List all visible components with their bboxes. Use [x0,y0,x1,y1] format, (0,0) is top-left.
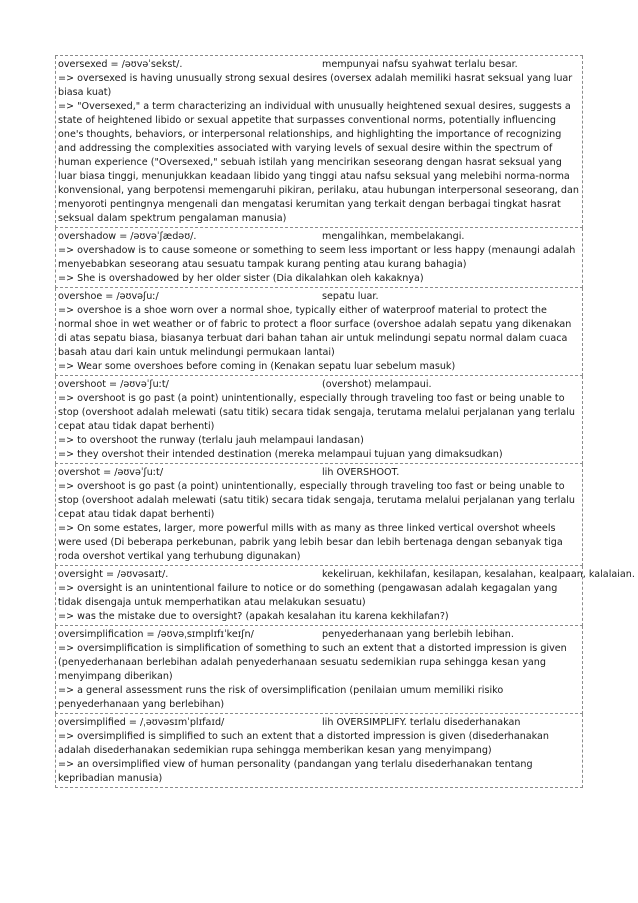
dictionary-entry-oversimplified [55,714,583,788]
example-line: => to overshoot the runway (terlalu jauh melampaui landasan) [58,435,364,446]
dictionary-entry-oversexed [55,56,583,228]
entry-header [58,466,580,480]
entry-header [58,290,580,304]
example-line: => On some estates, larger, more powerful mills with as many as three linked vertical overshot wheels were used (Di beberapa perkebunan, pabrik yang lebih besar dan lebih bertenaga dengan sebanyak tiga roda overshot vertikal yang terhubung digunakan) [58,523,563,562]
translation: penyederhanaan yang berlebih lebihan. [322,629,514,640]
definition-line: => oversimplification is simplification of something to such an extent that a distorted impression is given (penyederhanaan berlebihan adalah penyederhanaan sesuatu sedemikian rupa sehingga kesan yang menyimpang diberikan) [58,643,567,682]
translation: kekeliruan, kekhilafan, kesilapan, kesalahan, kealpaan, kalalaian. [322,569,635,580]
translation: (overshot) melampaui. [322,379,432,390]
definition-line: => overshoot is go past (a point) unintentionally, especially through traveling too fast or being unable to stop (overshoot adalah melewati (satu titik) secara tidak sengaja, terutama melalui perjalanan yang terlalu cepat atau tidak dapat berhenti) [58,481,575,520]
example-line: => was the mistake due to oversight? (apakah kesalahan itu karena kekhilafan?) [58,611,449,622]
dictionary-entry-overshoot [55,376,583,464]
headword: overshadow = /əʊvəˈʃædəʊ/. [58,231,197,242]
headword: overshoe = /əʊvəʃuː/ [58,291,159,302]
entry-header [58,230,580,244]
headword: overshoot = /əʊvəˈʃuːt/ [58,379,169,390]
translation: mengalihkan, membelakangi. [322,231,465,242]
example-line: => "Oversexed," a term characterizing an individual with unusually heightened sexual desires, suggests a state of heightened libido or sexual appetite that surpasses conventional norms, potentially influencing one's thoughts, behaviors, or interpersonal relationships, and highlighting the importance of recognizing and addressing the complexities associated with varying levels of sexual desire within the spectrum of human experience ("Oversexed," sebuah istilah yang mencirikan seseorang dengan hasrat seksual yang luar biasa tinggi, menunjukkan keadaan libido yang tinggi atau nafsu seksual yang melebihi norma-norma konvensional, yang berpotensi memengaruhi pikiran, perilaku, atau hubungan interpersonal seseorang, dan menyoroti pentingnya mengenali dan mengatasi kerumitan yang terkait dengan berbagai tingkat hasrat seksual dalam spektrum pengalaman manusia) [58,101,579,224]
entry-header [58,378,580,392]
example-line: => an oversimplified view of human personality (pandangan yang terlalu disederhanakan tentang kepribadian manusia) [58,759,533,784]
translation: mempunyai nafsu syahwat terlalu besar. [322,59,518,70]
definition-line: => overshoot is go past (a point) unintentionally, especially through traveling too fast or being unable to stop (overshoot adalah melewati (satu titik) secara tidak sengaja, terutama melalui perjalanan yang terlalu cepat atau tidak dapat berhenti) [58,393,575,432]
headword: oversight = /əʊvəsaɪt/. [58,569,169,580]
headword: overshot = /əʊvəˈʃuːt/ [58,467,164,478]
translation: lih OVERSHOOT. [322,467,400,478]
dictionary-entry-oversight [55,566,635,626]
translation: lih OVERSIMPLIFY. terlalu disederhanakan [322,717,521,728]
definition-line: => overshoe is a shoe worn over a normal shoe, typically either of waterproof material to protect the normal shoe in wet weather or of fabric to protect a floor surface (overshoe adalah sepatu yang dikenakan di atas sepatu biasa, biasanya terbuat dari bahan tahan air untuk melindungi sepatu normal dalam cuaca basah atau dari kain untuk melindungi permukaan lantai) [58,305,572,358]
translation: sepatu luar. [322,291,379,302]
entry-header [58,628,580,642]
dictionary-entry-overshoe [55,288,583,376]
headword: oversimplification = /əʊvəˌsɪmplɪfɪˈkeɪʃn/ [58,629,254,640]
example-line: => Wear some overshoes before coming in (Kenakan sepatu luar sebelum masuk) [58,361,456,372]
headword: oversimplified = /ˌəʊvəsɪmˈplɪfaɪd/ [58,717,225,728]
definition-line: => oversight is an unintentional failure to notice or do something (pengawasan adalah kegagalan yang tidak disengaja untuk memperhatikan atau melakukan sesuatu) [58,583,558,608]
entry-header [58,568,635,582]
definition-line: => oversexed is having unusually strong sexual desires (oversex adalah memiliki hasrat seksual yang luar biasa kuat) [58,73,573,98]
entry-header [58,716,580,730]
definition-line: => oversimplified is simplified to such an extent that a distorted impression is given (disederhanakan adalah disederhanakan sedemikian rupa sehingga memberikan kesan yang menyimpang) [58,731,550,756]
example-line: => they overshot their intended destination (mereka melampaui tujuan yang dimaksudkan) [58,449,503,460]
example-line: => She is overshadowed by her older sister (Dia dikalahkan oleh kakaknya) [58,273,424,284]
example-line: => a general assessment runs the risk of oversimplification (penilaian umum memiliki risiko penyederhanaan yang berlebihan) [58,685,504,710]
headword: oversexed = /əʊvəˈsekst/. [58,59,183,70]
dictionary-entry-oversimplification [55,626,583,714]
dictionary-entry-overshadow [55,228,583,288]
dictionary-entry-overshot [55,464,583,566]
entry-header [58,58,580,72]
definition-line: => overshadow is to cause someone or something to seem less important or less happy (menaungi adalah menyebabkan seseorang atau sesuatu tampak kurang penting atau kurang bahagia) [58,245,576,270]
dictionary-page [55,55,635,788]
